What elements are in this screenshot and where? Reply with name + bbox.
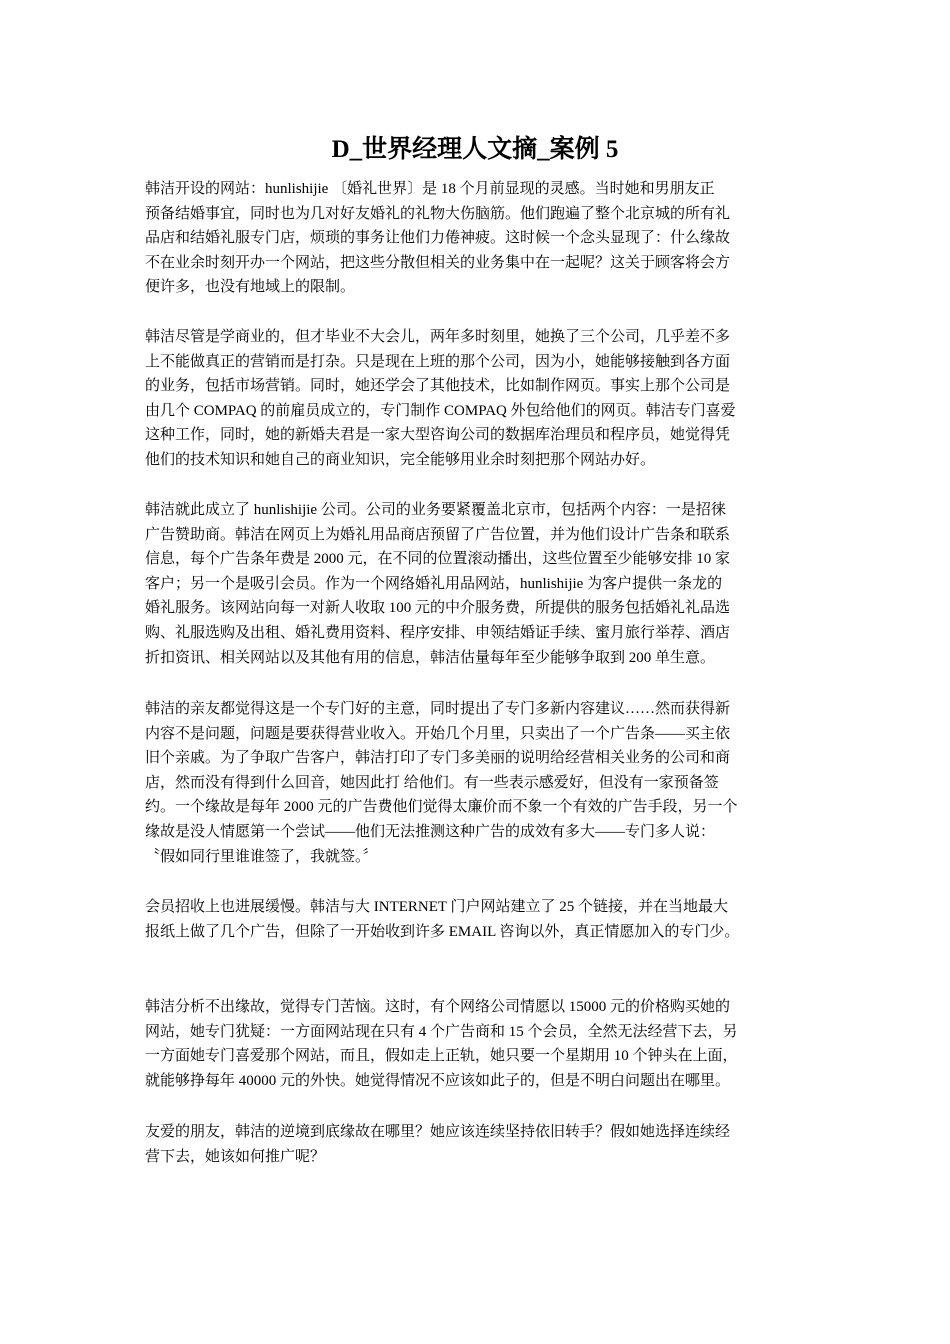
text-line: 营下去，她该如何推广呢？ <box>145 1148 326 1165</box>
text-line: 便许多，也没有地域上的限制。 <box>145 279 356 296</box>
text-line: 报纸上做了几个广告，但除了一开始收到许多 EMAIL 咨询以外，真正情愿加入的专门少。 <box>145 923 740 940</box>
text-line: 这种工作，同时，她的新婚夫君是一家大型咨询公司的数据库治理员和程序员，她觉得凭 <box>145 427 731 444</box>
text-line: 韩洁就此成立了 hunlishijie 公司。公司的业务要紧覆盖北京市，包括两个内容：一是招徕 <box>145 502 726 518</box>
paragraph-background <box>145 325 736 473</box>
text-line: 由几个 COMPAQ 的前雇员成立的，专门制作 COMPAQ 外包给他们的网页。韩洁专门喜爱 <box>145 402 736 419</box>
text-line: 的业务，包括市场营销。同时，她还学会了其他技术，比如制作网页。事实上那个公司是 <box>145 378 731 395</box>
text-line: 上不能做真正的营销而是打杂。只是现在上班的那个公司，因为小，她能够接触到各方面 <box>145 353 731 370</box>
paragraph-dilemma <box>145 995 738 1093</box>
text-line: 广告赞助商。韩洁在网页上为婚礼用品商店预留了广告位置，并为他们设计广告条和联系 <box>145 526 731 543</box>
text-line: 婚礼服务。该网站向每一对新人收取 100 元的中介服务费，所提供的服务包括婚礼礼品选 <box>145 600 731 617</box>
text-line: 店，然而没有得到什么回音，她因此打 给他们。有一些表示感爱好，但没有一家预备签 <box>145 774 719 791</box>
text-line: 网站，她专门犹疑：一方面网站现在只有 4 个广告商和 15 个会员，全然无法经营下去，另 <box>145 1023 738 1040</box>
text-line: 就能够挣每年 40000 元的外快。她觉得情况不应该如此子的，但是不明白问题出在哪里。 <box>145 1072 731 1089</box>
text-line: 内容不是问题，问题是要获得营业收入。开始几个月里，只卖出了一个广告条——买主依 <box>145 725 731 742</box>
text-line: 预备结婚事宜，同时也为几对好友婚礼的礼物大伤脑筋。他们跑遍了整个北京城的所有礼 <box>145 205 731 222</box>
text-line: 缘故是没人情愿第一个尝试——他们无法推测这种广告的成效有多大——专门多人说： <box>145 823 716 840</box>
text-line: 客户；另一个是吸引会员。作为一个网络婚礼用品网站，hunlishijie 为客户提供一条龙的 <box>145 575 723 592</box>
text-line: 一方面她专门喜爱那个网站，而且，假如走上正轨，她只要一个星期用 10 个钟头在上面， <box>145 1048 738 1065</box>
document-title: D_世界经理人文摘_案例 5 <box>331 136 619 163</box>
text-line: 他们的技术知识和她自己的商业知识，完全能够用业余时刻把那个网站办好。 <box>145 451 656 468</box>
paragraph-website-origin <box>145 177 730 300</box>
text-line: 韩洁的亲友都觉得这是一个专门好的主意，同时提出了专门多新内容建议……然而获得新 <box>145 701 731 717</box>
paragraph-advertising-problems <box>145 697 738 869</box>
text-line: 韩洁尽管是学商业的，但才毕业不大会儿，两年多时刻里，她换了三个公司，几乎差不多 <box>145 329 731 345</box>
text-line: 韩洁分析不出缘故，觉得专门苦恼。这时，有个网络公司情愿以 15000 元的价格购买她的 <box>145 999 731 1015</box>
text-line: 会员招收上也进展缓慢。韩洁与大 INTERNET 门户网站建立了 25 个链接，并在当地最大 <box>145 899 729 915</box>
text-line: 〝假如同行里谁谁签了，我就签。〞 <box>145 848 378 865</box>
text-line: 韩洁开设的网站：hunlishijie 〔婚礼世界〕是 18 个月前显现的灵感。当时她和男朋友正 <box>145 181 715 197</box>
text-line: 旧个亲戚。为了争取广告客户，韩洁打印了专门多美丽的说明给经营相关业务的公司和商 <box>145 750 731 767</box>
paragraph-business-model <box>145 498 730 670</box>
text-line: 友爱的朋友，韩洁的逆境到底缘故在哪里？她应该连续坚持依旧转手？假如她选择连续经 <box>145 1124 731 1140</box>
text-line: 约。一个缘故是每年 2000 元的广告费他们觉得太廉价而不象一个有效的广告手段，另一个 <box>145 799 738 816</box>
text-line: 折扣资讯、相关网站以及其他有用的信息，韩洁估量每年至少能够争取到 200 单生意。 <box>145 649 716 666</box>
paragraph-question <box>145 1120 730 1169</box>
text-line: 信息，每个广告条年费是 2000 元，在不同的位置滚动播出，这些位置至少能够安排 10 家 <box>145 551 731 568</box>
text-line: 品店和结婚礼服专门店，烦琐的事务让他们力倦神疲。这时候一个念头显现了：什么缘故 <box>145 230 731 247</box>
text-line: 购、礼服选购及出租、婚礼费用资料、程序安排、申领结婚证手续、蜜月旅行举荐、酒店 <box>145 624 731 641</box>
paragraph-membership <box>145 895 739 944</box>
text-line: 不在业余时刻开办一个网站，把这些分散但相关的业务集中在一起呢？这关于顾客将会方 <box>145 254 731 271</box>
